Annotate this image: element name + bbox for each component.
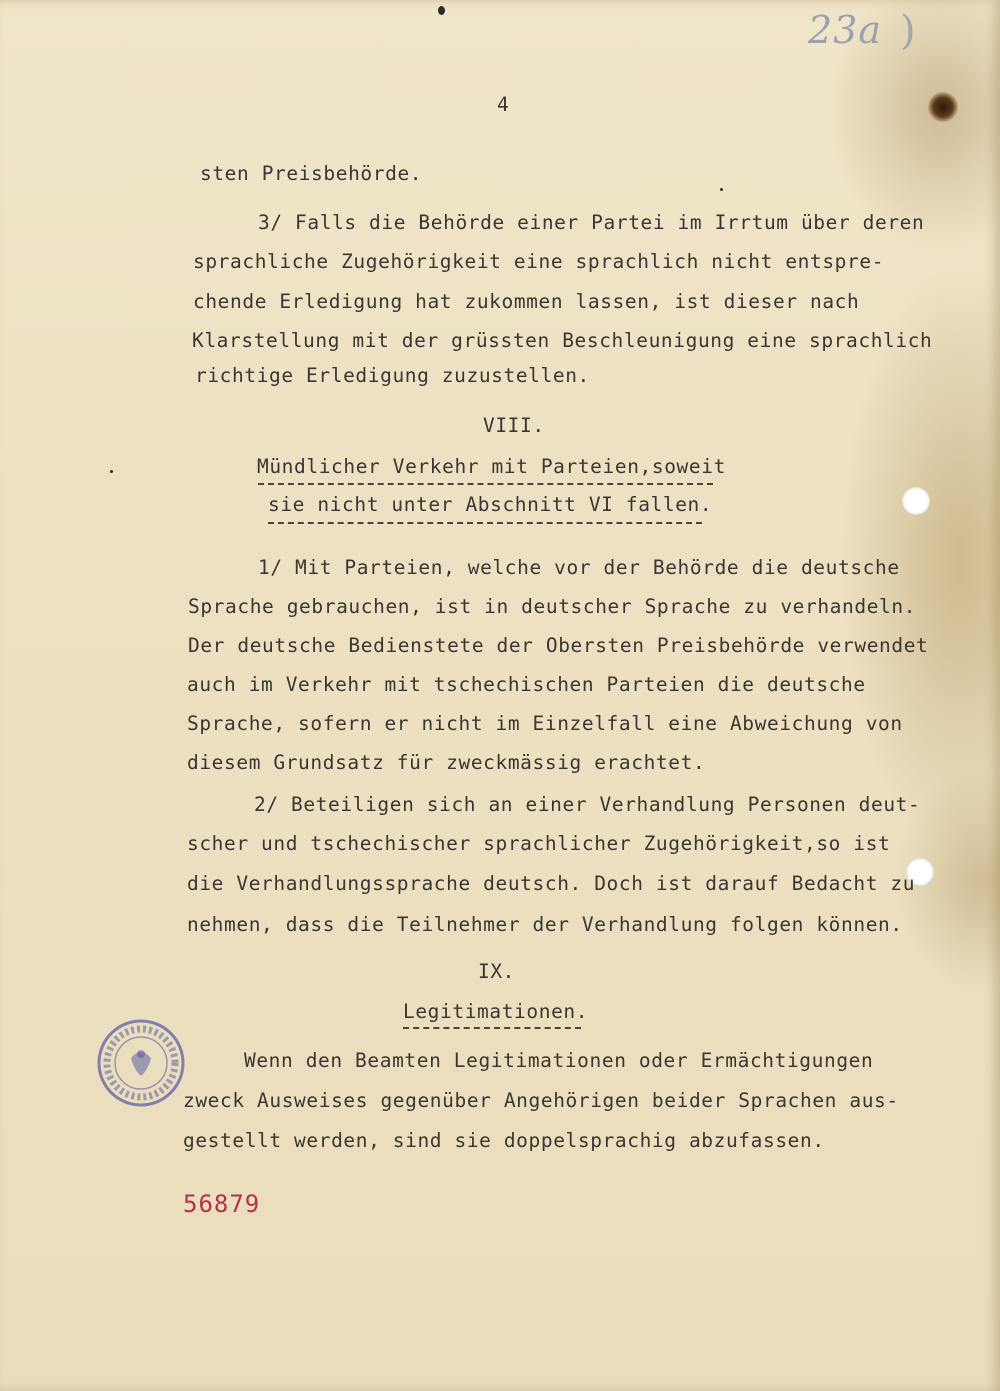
text-line: scher und tschechischer sprachlicher Zugehörigkeit,so ist (187, 832, 891, 855)
section-numeral-viii: VIII. (483, 414, 545, 437)
punch-hole-upper (902, 487, 930, 515)
text-line: Wenn den Beamten Legitimationen oder Ermächtigungen (244, 1049, 874, 1072)
heading-underline (403, 1027, 581, 1029)
text-line: richtige Erledigung zuzustellen. (195, 364, 590, 387)
text-line: Der deutsche Bedienstete der Obersten Preisbehörde verwendet (188, 634, 929, 657)
text-line: 2/ Beteiligen sich an einer Verhandlung Personen deut- (254, 793, 921, 816)
handwritten-bracket: ) (900, 8, 916, 54)
section-numeral-ix: IX. (478, 960, 516, 983)
text-line: Sprache, sofern er nicht im Einzelfall eine Abweichung von (187, 712, 903, 735)
text-line: die Verhandlungssprache deutsch. Doch ist darauf Bedacht zu (187, 872, 916, 895)
section-heading-ix: Legitimationen. (403, 1000, 589, 1023)
text-line: sprachliche Zugehörigkeit eine sprachlich nicht entspre- (193, 250, 885, 273)
text-line: auch im Verkehr mit tschechischen Parteien die deutsche (187, 673, 866, 696)
inventory-number: 56879 (183, 1190, 261, 1218)
burn-mark (928, 92, 958, 122)
text-line: chende Erledigung hat zukommen lassen, ist dieser nach (193, 290, 860, 313)
archive-seal-icon (96, 1018, 186, 1108)
text-line: Sprache gebrauchen, ist in deutscher Sprache zu verhandeln. (188, 595, 917, 618)
ink-speck (110, 470, 113, 473)
text-line: 3/ Falls die Behörde einer Partei im Irrtum über deren (258, 211, 925, 234)
text-line: gestellt werden, sind sie doppelsprachig abzufassen. (183, 1129, 825, 1152)
section-heading-viii-line1: Mündlicher Verkehr mit Parteien,soweit (257, 455, 726, 478)
section-heading-viii-line2: sie nicht unter Abschnitt VI fallen. (268, 493, 713, 516)
text-line: Klarstellung mit der grüssten Beschleunigung eine sprachlich (192, 329, 933, 352)
ink-speck (438, 6, 445, 15)
text-line: 1/ Mit Parteien, welche vor der Behörde die deutsche (258, 556, 900, 579)
text-line: sten Preisbehörde. (200, 162, 423, 185)
text-line: diesem Grundsatz für zweckmässig erachtet. (187, 751, 706, 774)
page-number: 4 (497, 93, 510, 116)
handwritten-folio-number: 23a (808, 8, 883, 52)
text-line: nehmen, dass die Teilnehmer der Verhandlung folgen können. (187, 913, 903, 936)
heading-underline (258, 483, 713, 485)
text-line: zweck Ausweises gegenüber Angehörigen beider Sprachen aus- (183, 1089, 899, 1112)
ink-speck (720, 188, 723, 191)
heading-underline (268, 522, 702, 524)
